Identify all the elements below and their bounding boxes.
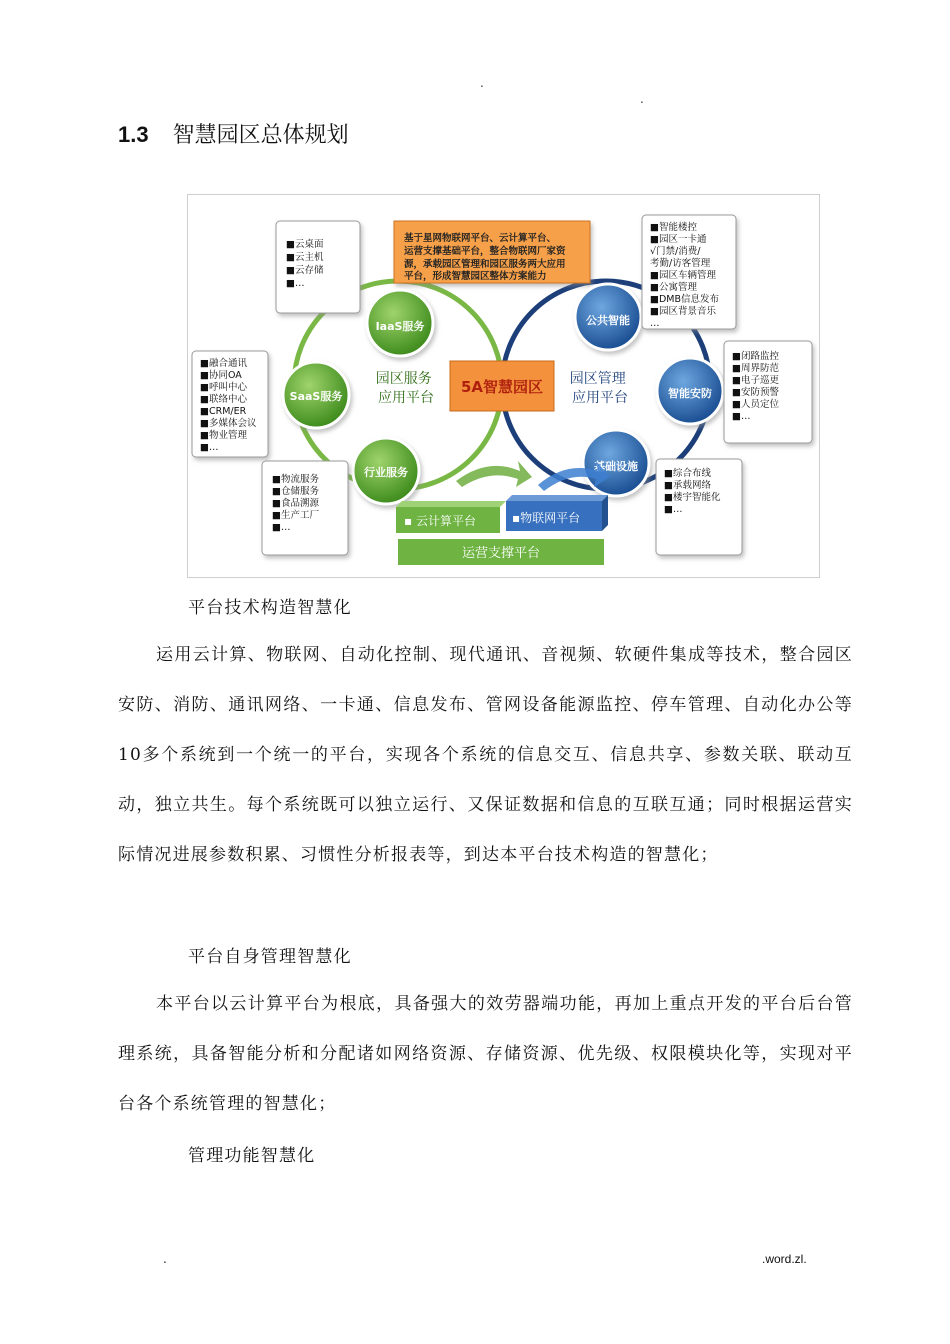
center-box: [450, 361, 554, 411]
list-item: 考勤/访客管理: [650, 258, 711, 269]
subheading-2: 平台自身管理智慧化: [188, 947, 352, 967]
left-ring-label: 园区服务: [375, 371, 432, 387]
list-item: ■公寓管理: [650, 282, 697, 293]
subheading-3: 管理功能智慧化: [188, 1146, 316, 1166]
security-node: [657, 358, 723, 424]
list-item: ■食品溯源: [272, 498, 319, 509]
security-list-box: [724, 341, 812, 443]
list-item: ■多媒体会议: [200, 418, 257, 429]
industry-list-box: [262, 461, 348, 555]
list-item: ■联络中心: [200, 394, 247, 405]
list-item: ■物业管理: [200, 430, 247, 441]
header-dot-a: .: [480, 76, 484, 90]
list-item: ■…: [664, 504, 683, 515]
public-label: 公共智能: [586, 314, 630, 327]
header-dot-b: .: [640, 92, 644, 106]
left-ring-label: 应用平台: [378, 390, 434, 406]
cloud-platform-label: ▪ 云计算平台: [404, 514, 476, 528]
list-item: ■园区车辆管理: [650, 270, 716, 281]
list-item: ■楼宇智能化: [664, 492, 721, 503]
top-note-line: 平台，形成智慧园区整体方案能力: [404, 271, 547, 282]
saas-label: SaaS服务: [289, 390, 343, 403]
security-label: 智能安防: [668, 387, 712, 400]
list-item: √门禁/消费/: [650, 246, 701, 257]
iot-platform-label: ▪物联网平台: [512, 511, 581, 525]
list-item: ■园区一卡通: [650, 234, 707, 245]
section-heading: [118, 118, 349, 149]
industry-label: 行业服务: [364, 466, 408, 479]
top-note-box: [394, 221, 590, 283]
ops-platform-block: [398, 539, 604, 565]
svg-text:园区管理 应用平台: [570, 371, 630, 406]
list-item: ■园区背景音乐: [650, 306, 716, 317]
list-item: ■…: [200, 442, 219, 453]
list-item: ■智能楼控: [650, 222, 697, 233]
list-item: ■云存储: [286, 265, 324, 276]
public-list-box: [642, 215, 736, 329]
paragraph-1: 运用云计算、物联网、自动化控制、现代通讯、音视频、软硬件集成等技术，整合园区安防、消防、通讯网络、一卡通、信息发布、管网设备能源监控、停车管理、自动化办公等10多个系统到一个统一的平台，实现各个系统的信息交互、信息共享、参数关联、联动互动，独立共生。每个系统既可以独立运行、又保证数据和信息的互联互通；同时根据运营实际情况进展参数积累、习惯性分析报表等，到达本平台技术构造的智慧化；: [118, 645, 853, 865]
list-item: ■周界防范: [732, 363, 779, 374]
iaas-node: [367, 290, 433, 356]
list-item: ■呼叫中心: [200, 382, 247, 393]
list-item: ■综合布线: [664, 468, 711, 479]
list-item: ■仓储服务: [272, 486, 319, 497]
svg-text:园区服务 应用平台: [376, 371, 436, 406]
smart-park-diagram: [187, 194, 820, 578]
section-title: 智慧园区总体规划: [172, 123, 349, 148]
saas-node: [283, 362, 349, 428]
list-item: ■人员定位: [732, 399, 779, 410]
list-item: ■生产工厂: [272, 510, 319, 521]
list-item: ■云主机: [286, 252, 324, 263]
infra-list-box: [656, 459, 742, 555]
infra-node: [583, 430, 649, 496]
list-item: ■融合通讯: [200, 358, 247, 369]
right-ring-label: 园区管理: [569, 371, 626, 387]
list-item: ■…: [272, 522, 291, 533]
iot-platform-block: [506, 495, 608, 531]
iaas-list-box: [276, 221, 360, 313]
section-number: 1.3: [118, 122, 149, 147]
cloud-platform-block: [396, 501, 506, 533]
industry-node: [353, 438, 419, 504]
list-item: ■云桌面: [286, 239, 324, 250]
center-label: 5A智慧园区: [460, 378, 544, 396]
list-item: ■安防预警: [732, 387, 779, 398]
list-item: ■闭路监控: [732, 351, 779, 362]
public-node: [575, 284, 641, 350]
paragraph-2: 本平台以云计算平台为根底，具备强大的效劳器端功能，再加上重点开发的平台后台管理系统，具备智能分析和分配诸如网络资源、存储资源、优先级、权限模块化等，实现对平台各个系统管理的智慧化；: [118, 994, 853, 1114]
list-item: ■CRM/ER: [200, 406, 247, 417]
list-item: ■DMB信息发布: [650, 294, 720, 305]
saas-list-box: [192, 351, 268, 457]
right-ring-label: 应用平台: [572, 390, 628, 406]
list-item: ■物流服务: [272, 474, 319, 485]
infra-label: 基础设施: [594, 460, 638, 473]
top-note-line: 源，承载园区管理和园区服务两大应用: [404, 259, 566, 270]
list-item: ■…: [732, 411, 751, 422]
list-item: …: [650, 318, 660, 329]
list-item: ■…: [286, 278, 305, 289]
top-note-line: 基于星网物联网平台、云计算平台、: [404, 233, 557, 244]
list-item: ■协同OA: [200, 370, 242, 381]
figure-caption: 平台技术构造智慧化: [188, 598, 352, 618]
footer-text: .word.zl.: [762, 1252, 807, 1266]
footer-dot: .: [163, 1252, 167, 1266]
top-note-line: 运营支撑基础平台，整合物联网厂家资: [404, 246, 566, 257]
list-item: ■电子巡更: [732, 375, 779, 386]
iaas-label: IaaS服务: [375, 320, 425, 333]
list-item: ■承载网络: [664, 480, 711, 491]
ops-platform-label: 运营支撑平台: [461, 546, 541, 561]
